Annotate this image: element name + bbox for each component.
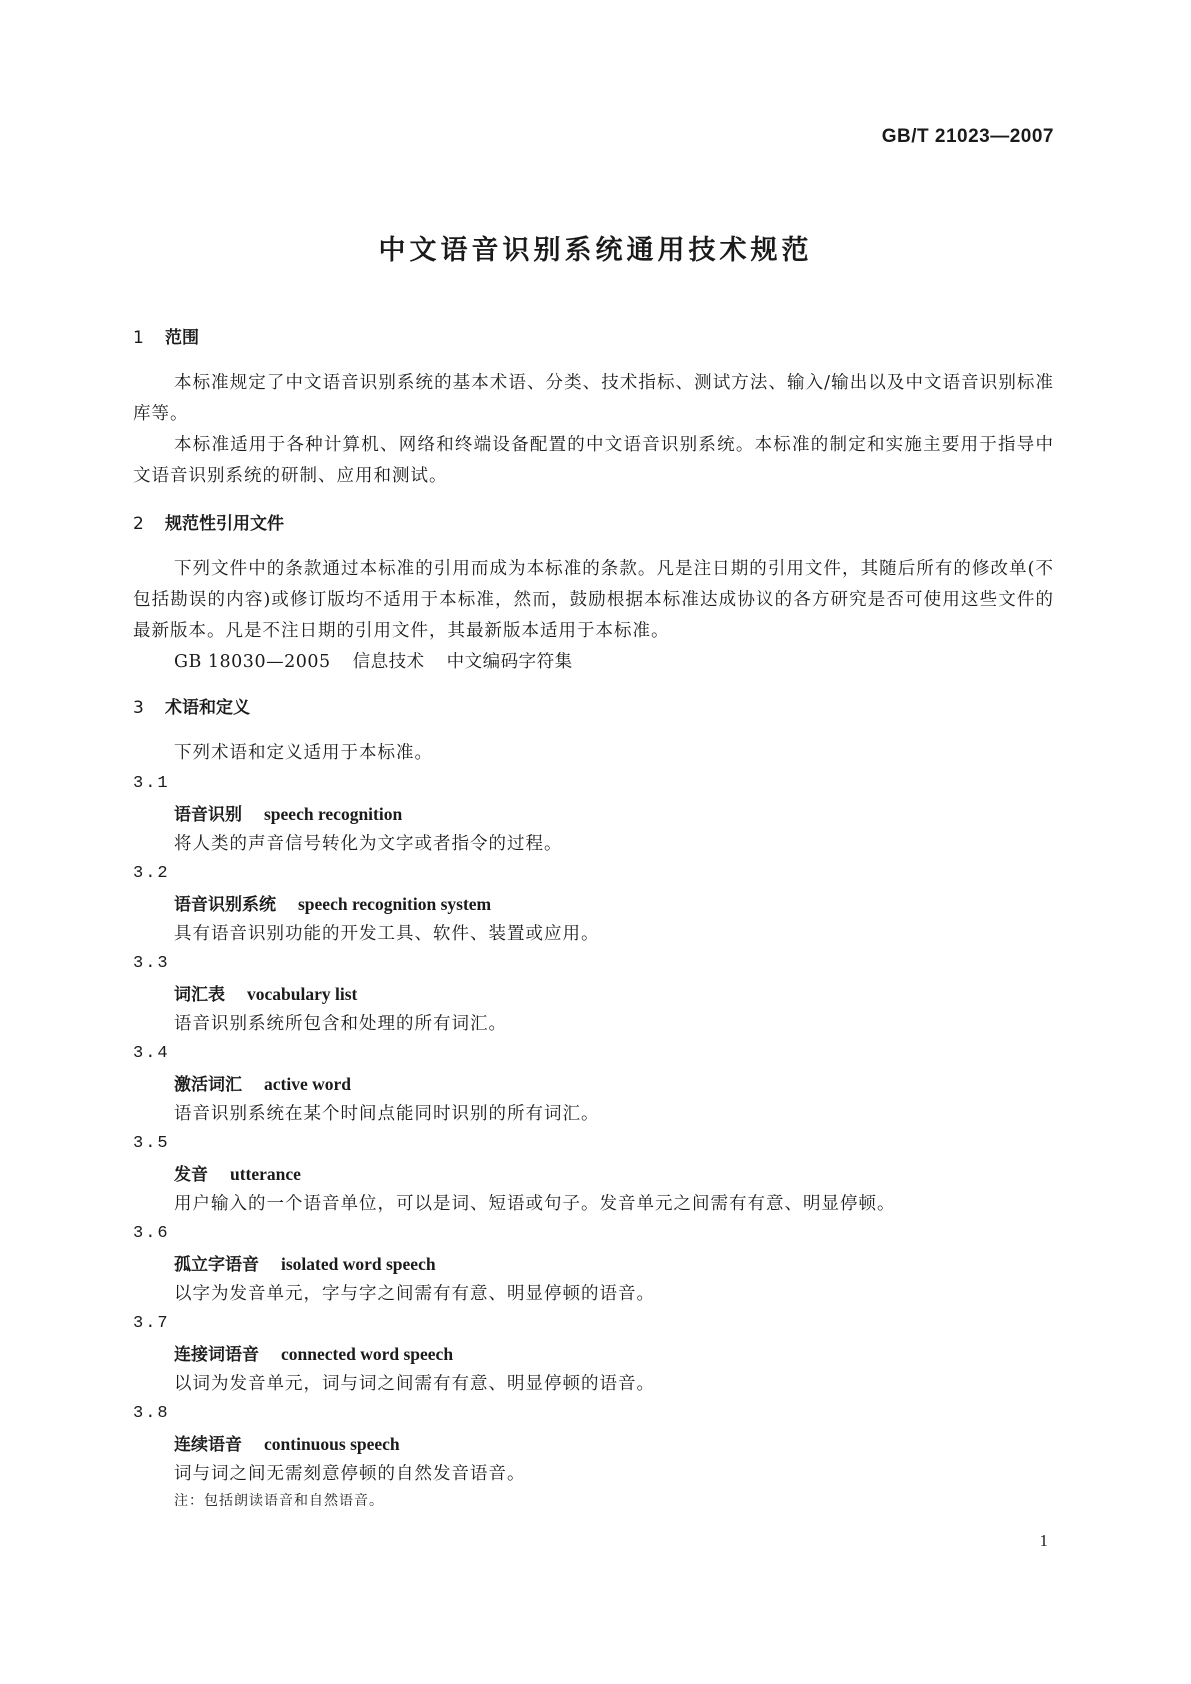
- term-entry: [133, 1069, 1054, 1099]
- term-en: isolated word speech: [281, 1254, 436, 1274]
- term-definition: 以字为发音单元，字与字之间需有有意、明显停顿的语音。: [174, 1284, 655, 1304]
- term-en: active word: [264, 1074, 351, 1094]
- section-number: 1: [133, 328, 144, 348]
- section-1-heading: [133, 322, 1054, 354]
- clause-number: 3.8: [133, 1404, 170, 1423]
- clause-number: 3.6: [133, 1224, 170, 1243]
- paragraph: 下列术语和定义适用于本标准。: [174, 743, 433, 763]
- term-entry: [133, 799, 1054, 829]
- term-en: connected word speech: [281, 1344, 454, 1364]
- term-definition: 以词为发音单元，词与词之间需有有意、明显停顿的语音。: [174, 1374, 655, 1394]
- clause-number: 3.5: [133, 1134, 170, 1153]
- normative-reference: [133, 647, 1054, 678]
- standard-code: GB/T 21023—2007: [881, 126, 1054, 147]
- term-entry: [133, 1429, 1054, 1459]
- term-en: speech recognition system: [298, 894, 492, 914]
- section-title: 规范性引用文件: [165, 514, 284, 534]
- section-number: 2: [133, 514, 144, 534]
- section-number: 3: [133, 698, 144, 718]
- term-zh: 连接词语音: [174, 1345, 259, 1365]
- document-body: [133, 322, 1054, 1513]
- term-en: speech recognition: [264, 804, 403, 824]
- section-2-heading: [133, 508, 1054, 540]
- term-definition: 用户输入的一个语音单位，可以是词、短语或句子。发音单元之间需有有意、明显停顿。: [174, 1194, 896, 1214]
- term-definition: 具有语音识别功能的开发工具、软件、装置或应用。: [174, 924, 600, 944]
- section-3-heading: [133, 692, 1054, 724]
- page-number: 1: [1039, 1531, 1048, 1550]
- term-zh: 语音识别: [174, 805, 242, 825]
- clause-number: 3.3: [133, 954, 170, 973]
- term-entry: [133, 1249, 1054, 1279]
- term-definition: 将人类的声音信号转化为文字或者指令的过程。: [174, 834, 563, 854]
- document-title: 中文语音识别系统通用技术规范: [378, 235, 813, 266]
- term-zh: 孤立字语音: [174, 1255, 259, 1275]
- section-title: 术语和定义: [165, 698, 250, 718]
- term-zh: 语音识别系统: [174, 895, 276, 915]
- term-zh: 词汇表: [174, 985, 225, 1005]
- term-en: continuous speech: [264, 1434, 400, 1454]
- term-definition: 语音识别系统在某个时间点能同时识别的所有词汇。: [174, 1104, 600, 1124]
- term-entry: [133, 979, 1054, 1009]
- term-entry: [133, 889, 1054, 919]
- term-zh: 激活词汇: [174, 1075, 242, 1095]
- term-en: utterance: [230, 1164, 301, 1184]
- paragraph: 本标准规定了中文语音识别系统的基本术语、分类、技术指标、测试方法、输入/输出以及中文语音识别标准库等。: [133, 373, 1054, 424]
- term-definition: 语音识别系统所包含和处理的所有词汇。: [174, 1014, 507, 1034]
- term-en: vocabulary list: [247, 984, 358, 1004]
- clause-number: 3.7: [133, 1314, 170, 1333]
- term-entry: [133, 1159, 1054, 1189]
- note: 注：包括朗读语音和自然语音。: [174, 1493, 384, 1509]
- clause-number: 3.1: [133, 774, 170, 793]
- clause-number: 3.2: [133, 864, 170, 883]
- reference-title-part: 中文编码字符集: [446, 652, 573, 672]
- section-title: 范围: [165, 328, 199, 348]
- reference-code: GB 18030—2005: [174, 652, 331, 672]
- paragraph: 下列文件中的条款通过本标准的引用而成为本标准的条款。凡是注日期的引用文件，其随后所有的修改单(不包括勘误的内容)或修订版均不适用于本标准，然而，鼓励根据本标准达成协议的各方研究是否可使用这些文件的最新版本。凡是不注日期的引用文件，其最新版本适用于本标准。: [133, 559, 1054, 641]
- reference-title-part: 信息技术: [352, 652, 425, 672]
- term-definition: 词与词之间无需刻意停顿的自然发音语音。: [174, 1464, 526, 1484]
- clause-number: 3.4: [133, 1044, 170, 1063]
- term-entry: [133, 1339, 1054, 1369]
- paragraph: 本标准适用于各种计算机、网络和终端设备配置的中文语音识别系统。本标准的制定和实施主要用于指导中文语音识别系统的研制、应用和测试。: [133, 435, 1054, 486]
- term-zh: 发音: [174, 1165, 208, 1185]
- term-zh: 连续语音: [174, 1435, 242, 1455]
